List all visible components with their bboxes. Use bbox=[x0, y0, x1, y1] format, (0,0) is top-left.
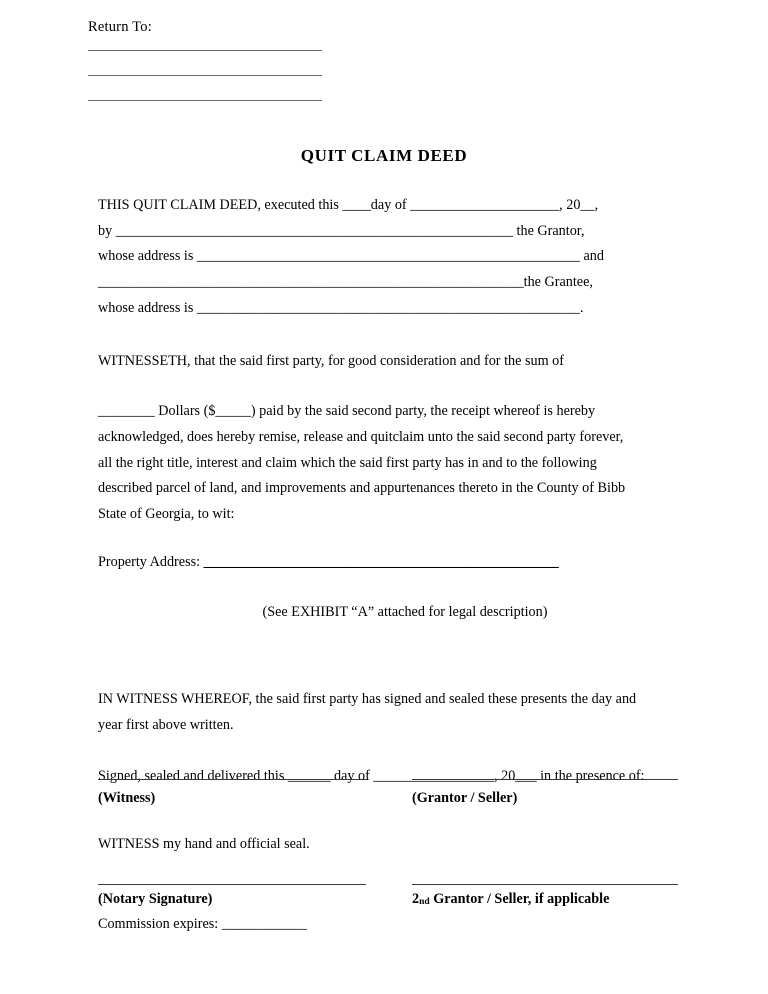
body-line-grantor: by ________________________________________________________ the Grantor, bbox=[98, 222, 585, 239]
body-gap-5 bbox=[98, 626, 676, 687]
body-gap-1 bbox=[98, 322, 676, 349]
witness-caption: (Witness) bbox=[98, 790, 156, 806]
notary-signature-cell bbox=[98, 884, 412, 933]
witness-signature-line[interactable] bbox=[98, 779, 366, 780]
body-line-parcel-county: described parcel of land, and improvements and appurtenances thereto in the County of Bibb bbox=[98, 480, 626, 497]
body-line-executed: THIS QUIT CLAIM DEED, executed this ____day of _____________________, 20__, bbox=[98, 197, 599, 213]
body-line-signed-sealed-delivered: Signed, sealed and delivered this ______ day of _________________, 20___ in the presence of: bbox=[98, 767, 645, 784]
return-to-block bbox=[88, 18, 368, 125]
second-grantor-caption bbox=[412, 891, 678, 908]
body-line-grantee-address: whose address is ______________________________________________________. bbox=[98, 299, 584, 316]
page-title: QUIT CLAIM DEED bbox=[300, 146, 468, 165]
body-line-grantee: ____________________________________________________________the Grantee, bbox=[98, 274, 593, 291]
second-grantor-ordinal-suffix: nd bbox=[419, 897, 430, 907]
body-line-in-witness-whereof: IN WITNESS WHEREOF, the said first party has signed and sealed these presents the day and bbox=[98, 691, 637, 708]
return-to-label: Return To: bbox=[88, 19, 152, 35]
body-line-grantor-address: whose address is ______________________________________________________ and bbox=[98, 248, 604, 265]
return-to-rule-3[interactable] bbox=[88, 100, 322, 101]
grantor-signature-line[interactable] bbox=[412, 779, 678, 780]
property-address-row bbox=[98, 550, 676, 576]
witness-seal-statement: WITNESS my hand and official seal. bbox=[98, 835, 310, 852]
body-line-witnesseth: WITNESSETH, that the said first party, for good consideration and for the sum of bbox=[98, 352, 564, 369]
second-grantor-signature-line[interactable] bbox=[412, 884, 678, 885]
body-line-state: State of Georgia, to wit: bbox=[98, 506, 235, 523]
exhibit-note: (See EXHIBIT “A” attached for legal description) bbox=[262, 604, 548, 621]
body-line-year-first-written: year first above written. bbox=[98, 716, 234, 733]
second-grantor-signature-cell bbox=[412, 884, 678, 933]
body-gap-6 bbox=[98, 739, 676, 764]
witness-signature-cell bbox=[98, 779, 412, 812]
body-gap-3 bbox=[98, 528, 676, 550]
property-address-blank[interactable]: _____________________________________________________ bbox=[203, 553, 559, 570]
notary-signature-line[interactable] bbox=[98, 884, 366, 885]
second-grantor-ordinal-number: 2 bbox=[412, 891, 420, 907]
signature-block-notary bbox=[98, 884, 678, 933]
return-to-rule-2[interactable] bbox=[88, 75, 322, 76]
grantor-signature-cell bbox=[412, 779, 678, 812]
body-line-rights: all the right title, interest and claim which the said first party has in and to the following bbox=[98, 454, 597, 471]
grantor-caption: (Grantor / Seller) bbox=[412, 790, 518, 806]
signature-rule-row bbox=[98, 779, 678, 812]
body-line-acknowledged: acknowledged, does hereby remise, release and quitclaim unto the said second party forever, bbox=[98, 428, 624, 445]
body-line-dollars: ________ Dollars ($_____) paid by the said second party, the receipt whereof is hereby bbox=[98, 403, 596, 420]
signature-block-primary bbox=[98, 779, 678, 857]
notary-caption: (Notary Signature) bbox=[98, 891, 213, 907]
notary-rule-row bbox=[98, 884, 678, 933]
body-gap-2 bbox=[98, 374, 676, 399]
body-gap-4 bbox=[98, 575, 676, 600]
return-to-rule-1[interactable] bbox=[88, 50, 322, 51]
return-to-rules bbox=[88, 50, 368, 101]
second-grantor-caption-text: Grantor / Seller, if applicable bbox=[429, 891, 610, 907]
commission-expires[interactable]: Commission expires: ____________ bbox=[98, 916, 307, 932]
property-address-label: Property Address: bbox=[98, 553, 204, 570]
document-body bbox=[98, 193, 676, 789]
